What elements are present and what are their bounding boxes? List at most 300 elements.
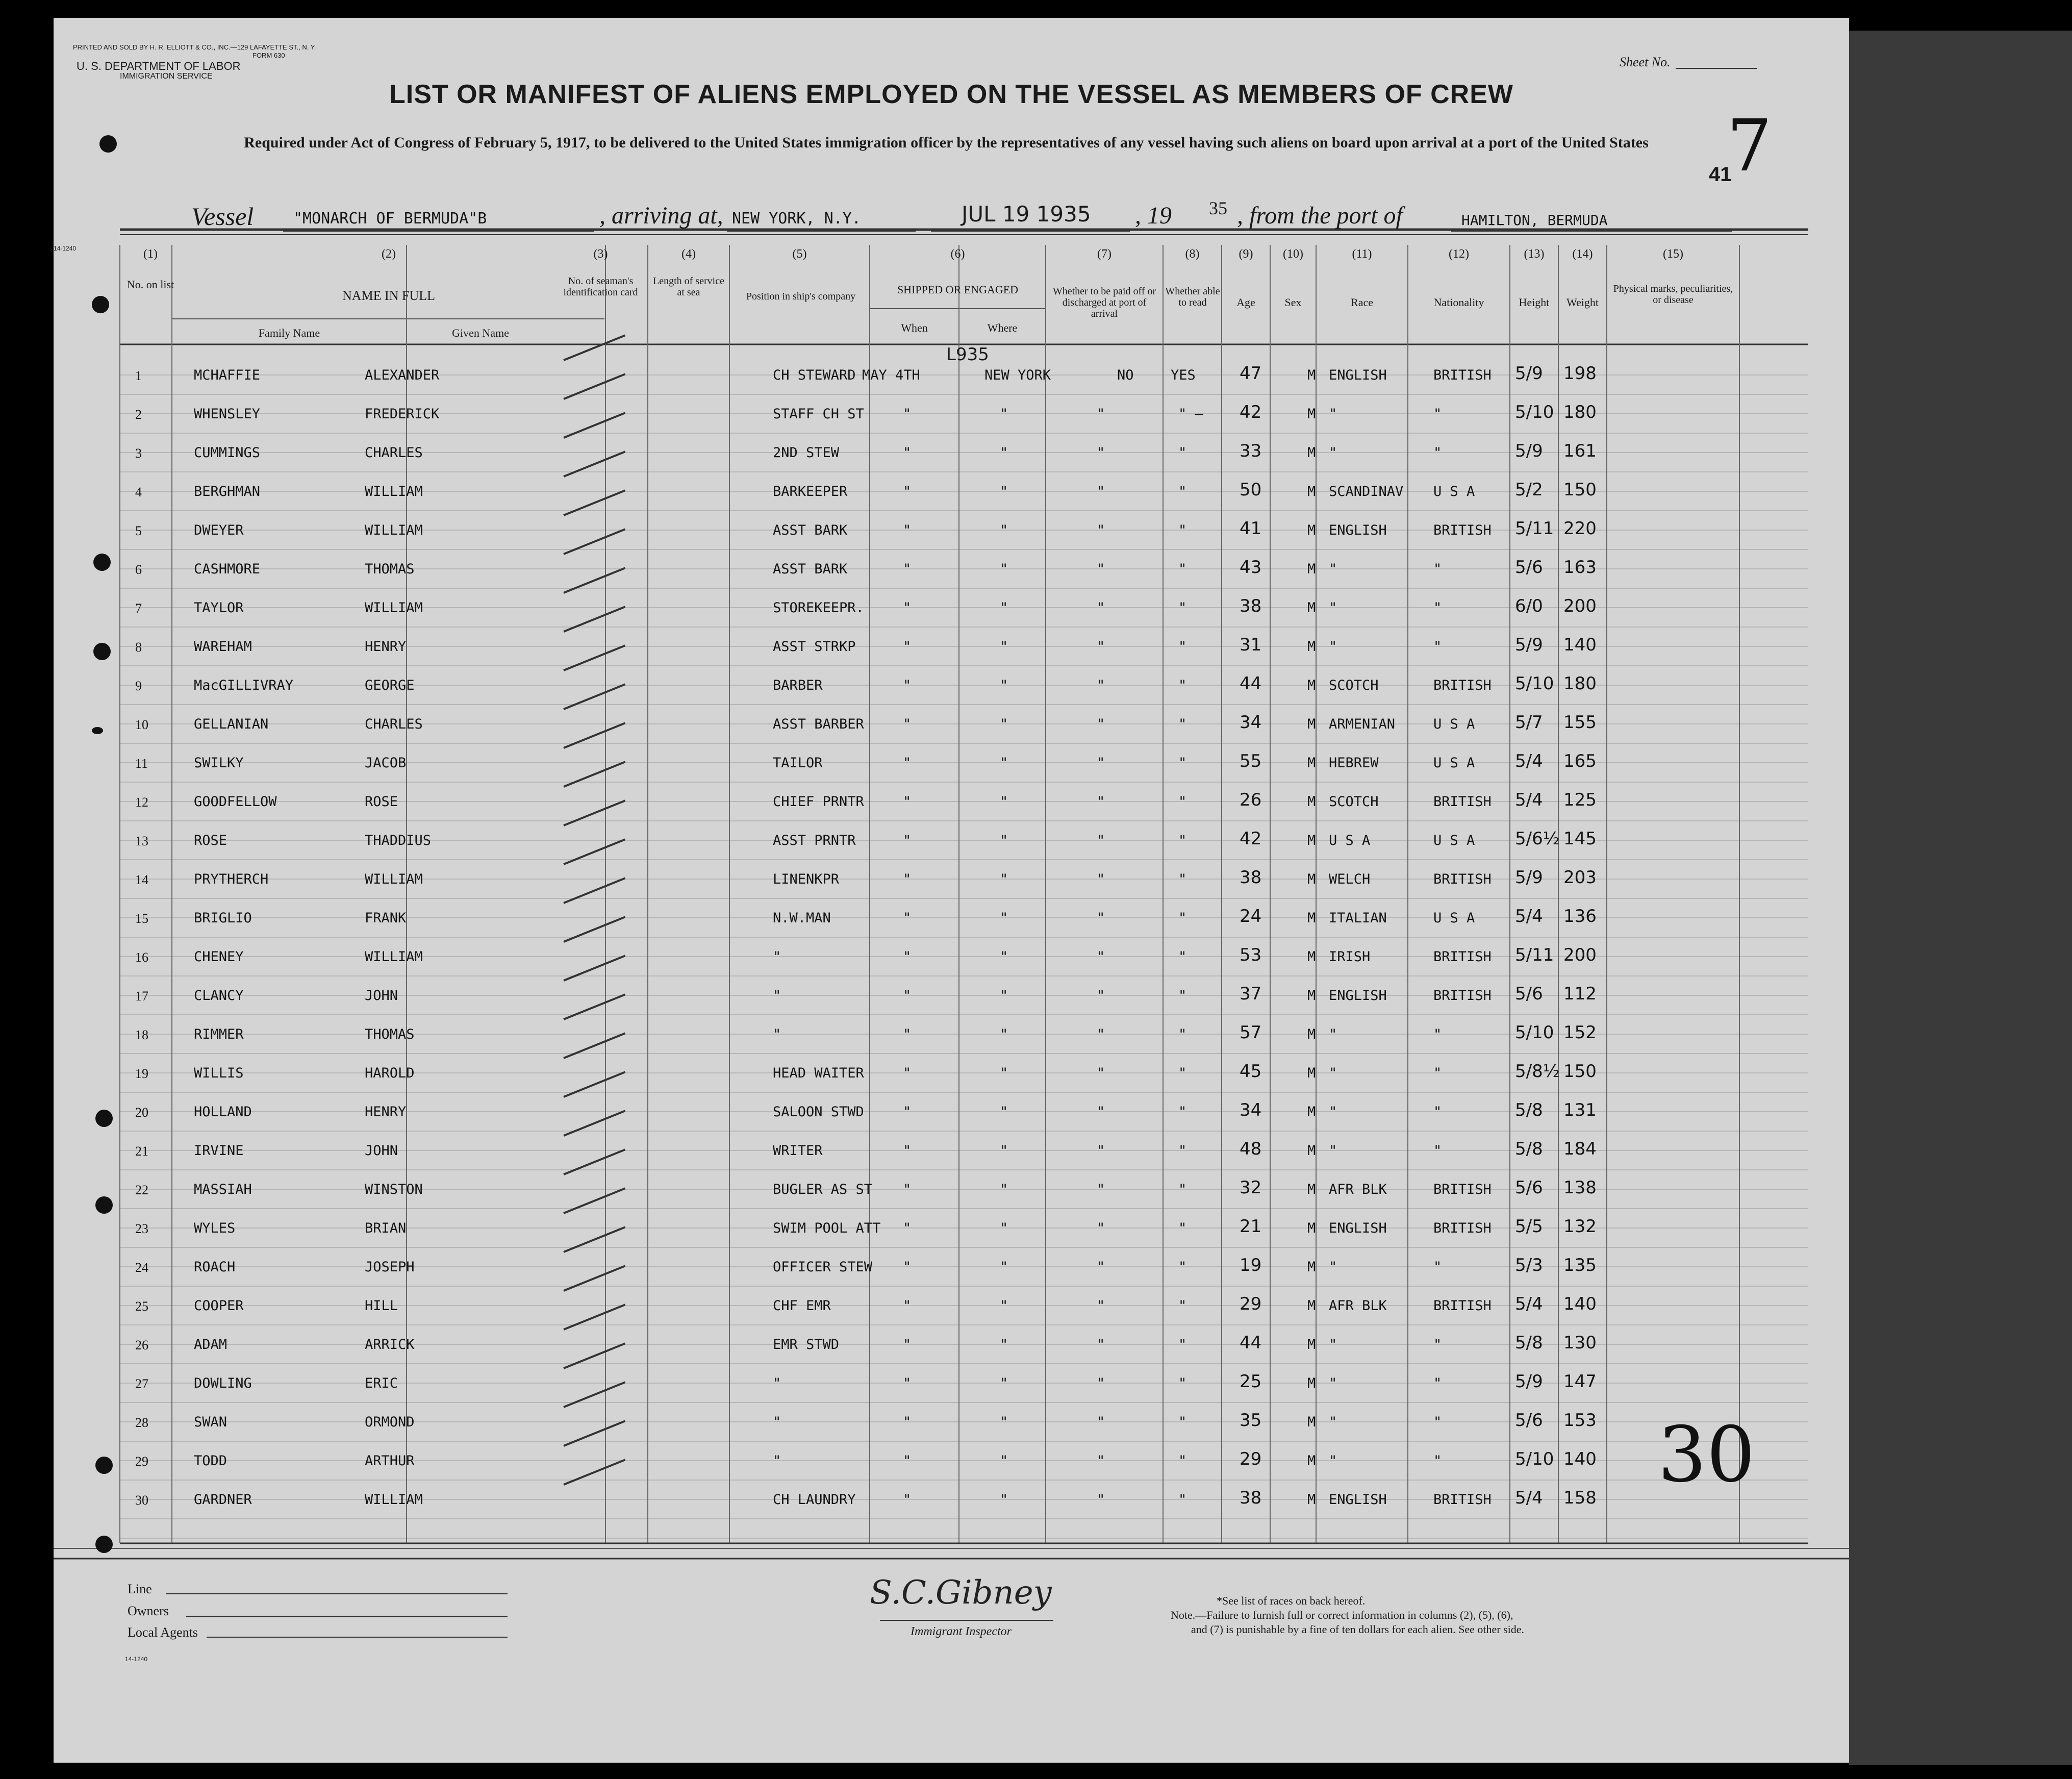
row-family-name: TODD: [194, 1453, 228, 1469]
row-family-name: WAREHAM: [194, 639, 252, 655]
binder-hole: [95, 1196, 113, 1214]
row-position: N.W.MAN: [773, 910, 831, 926]
col-num-12: (12): [1449, 247, 1469, 261]
row-race: ARMENIAN: [1329, 716, 1396, 732]
row-position: CHF EMR: [773, 1298, 831, 1314]
binder-hole: [95, 1536, 113, 1553]
row-age: 35: [1240, 1410, 1262, 1431]
row-able-to-read: ": [1178, 794, 1187, 810]
form-code-top: 14-1240: [54, 245, 77, 252]
row-paid-off: ": [1097, 561, 1105, 577]
row-given-name: BRIAN: [365, 1220, 407, 1236]
row-sex: M: [1307, 445, 1316, 461]
row-height: 5/5: [1515, 1216, 1543, 1237]
row-shipped-when: ": [903, 1026, 912, 1042]
row-shipped-when: ": [903, 678, 912, 693]
row-age: 38: [1240, 867, 1262, 888]
row-able-to-read: YES: [1171, 367, 1196, 383]
row-shipped-when: ": [903, 406, 912, 422]
row-race: SCOTCH: [1329, 678, 1379, 693]
row-nationality: BRITISH: [1433, 367, 1492, 383]
row-nationality: ": [1433, 600, 1442, 616]
row-position: ASST PRNTR: [773, 833, 856, 848]
row-race: HEBREW: [1329, 755, 1379, 771]
row-shipped-when: ": [903, 484, 912, 499]
row-number: 2: [135, 407, 142, 422]
row-height: 5/8½: [1515, 1061, 1560, 1082]
row-family-name: DOWLING: [194, 1375, 252, 1391]
row-number: 26: [135, 1338, 148, 1352]
row-family-name: MASSIAH: [194, 1182, 252, 1197]
row-shipped-where: ": [1000, 1026, 1008, 1042]
row-age: 24: [1240, 906, 1262, 926]
row-height: 5/10: [1515, 1022, 1554, 1043]
row-age: 45: [1240, 1061, 1262, 1082]
row-height: 5/4: [1515, 790, 1543, 810]
row-nationality: BRITISH: [1433, 1492, 1492, 1508]
row-number: 17: [135, 989, 148, 1004]
row-given-name: ARRICK: [365, 1337, 415, 1352]
row-nationality: BRITISH: [1433, 1220, 1492, 1236]
row-given-name: HENRY: [365, 1104, 407, 1120]
row-position: ": [773, 1414, 781, 1430]
row-given-name: ALEXANDER: [365, 367, 440, 383]
row-position: EMR STWD: [773, 1337, 840, 1352]
row-given-name: WILLIAM: [365, 871, 423, 887]
row-family-name: GARDNER: [194, 1492, 252, 1508]
row-shipped-where: ": [1000, 988, 1008, 1004]
row-weight: 130: [1563, 1333, 1597, 1353]
row-nationality: BRITISH: [1433, 949, 1492, 965]
row-age: 55: [1240, 751, 1262, 771]
row-given-name: FREDERICK: [365, 406, 440, 422]
row-shipped-when: ": [903, 1298, 912, 1314]
row-nationality: BRITISH: [1433, 988, 1492, 1004]
row-given-name: WILLIAM: [365, 522, 423, 538]
row-family-name: COOPER: [194, 1298, 244, 1314]
year-suffix: 35: [1209, 198, 1227, 218]
row-paid-off: ": [1097, 522, 1105, 538]
col-num-4: (4): [681, 247, 696, 261]
row-number: 8: [135, 640, 142, 655]
row-shipped-when: ": [903, 755, 912, 771]
row-given-name: JOHN: [365, 1143, 398, 1159]
row-sex: M: [1307, 1337, 1316, 1352]
row-shipped-when: ": [903, 1414, 912, 1430]
footer-agents-label: Local Agents: [128, 1625, 198, 1640]
row-shipped-where: ": [1000, 1182, 1008, 1197]
row-shipped-where: ": [1000, 600, 1008, 616]
row-race: AFR BLK: [1329, 1182, 1387, 1197]
row-paid-off: ": [1097, 639, 1105, 655]
row-race: SCANDINAV: [1329, 484, 1404, 499]
row-shipped-where: ": [1000, 871, 1008, 887]
row-height: 5/9: [1515, 867, 1543, 888]
row-weight: 152: [1563, 1022, 1597, 1043]
row-weight: 132: [1563, 1216, 1597, 1237]
row-given-name: THADDIUS: [365, 833, 432, 848]
row-shipped-when: ": [903, 1065, 912, 1081]
row-race: ENGLISH: [1329, 1492, 1387, 1508]
row-race: ": [1329, 1104, 1337, 1120]
col-header-length: Length of service at sea: [653, 275, 724, 298]
row-nationality: BRITISH: [1433, 522, 1492, 538]
row-shipped-where: ": [1000, 1259, 1008, 1275]
row-nationality: ": [1433, 1375, 1442, 1391]
row-able-to-read: ": [1178, 639, 1187, 655]
row-height: 5/9: [1515, 441, 1543, 461]
row-nationality: ": [1433, 1143, 1442, 1159]
form-subtitle: Required under Act of Congress of February 5, 1917, to be delivered to the United States immigration officer by the representatives of any vessel having such aliens on board upon arrival at a port of the United States: [244, 134, 1649, 151]
row-able-to-read: ": [1178, 1337, 1187, 1352]
row-age: 29: [1240, 1294, 1262, 1314]
row-sex: M: [1307, 1492, 1316, 1508]
row-family-name: RIMMER: [194, 1026, 244, 1042]
row-paid-off: ": [1097, 794, 1105, 810]
row-given-name: WINSTON: [365, 1182, 423, 1197]
row-position: ASST BARK: [773, 561, 848, 577]
inspector-signature: S.C.Gibney: [870, 1574, 1052, 1612]
row-paid-off: ": [1097, 1104, 1105, 1120]
row-age: 34: [1240, 1100, 1262, 1120]
row-height: 5/4: [1515, 1488, 1543, 1508]
row-position: CHIEF PRNTR: [773, 794, 864, 810]
row-able-to-read: ": [1178, 910, 1187, 926]
col-header-age: Age: [1236, 296, 1255, 309]
row-shipped-where: ": [1000, 639, 1008, 655]
row-able-to-read: ": [1178, 1182, 1187, 1197]
row-number: 15: [135, 911, 148, 926]
row-weight: 125: [1563, 790, 1597, 810]
row-able-to-read: " –: [1178, 406, 1203, 422]
row-height: 5/4: [1515, 1294, 1543, 1314]
row-age: 38: [1240, 1488, 1262, 1508]
row-weight: 198: [1563, 363, 1597, 384]
row-nationality: ": [1433, 1104, 1442, 1120]
row-shipped-where: ": [1000, 1220, 1008, 1236]
row-given-name: ROSE: [365, 794, 398, 810]
row-race: ": [1329, 1414, 1337, 1430]
row-height: 5/4: [1515, 751, 1543, 771]
row-position: ": [773, 1375, 781, 1391]
row-given-name: HAROLD: [365, 1065, 415, 1081]
row-shipped-where: ": [1000, 794, 1008, 810]
row-number: 6: [135, 562, 142, 577]
row-given-name: WILLIAM: [365, 949, 423, 965]
col-header-sex: Sex: [1284, 296, 1302, 309]
col-num-6: (6): [950, 247, 965, 261]
row-number: 5: [135, 523, 142, 538]
row-family-name: PRYTHERCH: [194, 871, 269, 887]
row-shipped-where: ": [1000, 484, 1008, 499]
row-family-name: GELLANIAN: [194, 716, 269, 732]
row-number: 14: [135, 872, 148, 887]
manifest-page: [54, 18, 1849, 1763]
row-nationality: ": [1433, 406, 1442, 422]
row-able-to-read: ": [1178, 678, 1187, 693]
department-label: U. S. DEPARTMENT OF LABOR: [77, 60, 241, 72]
row-position: ASST BARK: [773, 522, 848, 538]
form-title: LIST OR MANIFEST OF ALIENS EMPLOYED ON THE VESSEL AS MEMBERS OF CREW: [389, 80, 1513, 109]
row-family-name: ROSE: [194, 833, 228, 848]
col-num-2: (2): [382, 247, 396, 261]
row-height: 5/8: [1515, 1100, 1543, 1120]
row-family-name: GOODFELLOW: [194, 794, 277, 810]
binder-hole: [92, 727, 103, 734]
row-height: 5/6: [1515, 1177, 1543, 1198]
row-age: 37: [1240, 984, 1262, 1004]
row-shipped-where: ": [1000, 445, 1008, 461]
row-sex: M: [1307, 1375, 1316, 1391]
row-age: 33: [1240, 441, 1262, 461]
row-height: 5/9: [1515, 1371, 1543, 1392]
row-weight: 140: [1563, 1294, 1597, 1314]
row-position: ASST STRKP: [773, 639, 856, 655]
row-family-name: CLANCY: [194, 988, 244, 1004]
row-weight: 165: [1563, 751, 1597, 771]
row-shipped-where: ": [1000, 1375, 1008, 1391]
row-shipped-where: ": [1000, 406, 1008, 422]
row-paid-off: ": [1097, 755, 1105, 771]
row-age: 29: [1240, 1449, 1262, 1469]
binder-hole: [93, 554, 111, 571]
row-shipped-when: ": [903, 561, 912, 577]
binder-hole: [95, 1110, 113, 1127]
row-sex: M: [1307, 833, 1316, 848]
row-sex: M: [1307, 639, 1316, 655]
departure-port: HAMILTON, BERMUDA: [1461, 212, 1608, 229]
row-age: 41: [1240, 518, 1262, 539]
row-height: 5/11: [1515, 945, 1554, 965]
row-position: CH STEWARD: [773, 367, 856, 383]
row-race: ": [1329, 1337, 1337, 1352]
row-weight: 161: [1563, 441, 1597, 461]
row-given-name: CHARLES: [365, 445, 423, 461]
row-sex: M: [1307, 678, 1316, 693]
row-nationality: ": [1433, 1026, 1442, 1042]
row-age: 44: [1240, 1333, 1262, 1353]
row-number: 19: [135, 1066, 148, 1081]
row-shipped-where: ": [1000, 910, 1008, 926]
row-given-name: HILL: [365, 1298, 398, 1314]
row-height: 6/0: [1515, 596, 1543, 616]
row-race: ": [1329, 600, 1337, 616]
row-able-to-read: ": [1178, 561, 1187, 577]
row-able-to-read: ": [1178, 1104, 1187, 1120]
row-family-name: MacGILLIVRAY: [194, 678, 294, 693]
row-weight: 163: [1563, 557, 1597, 578]
row-sex: M: [1307, 522, 1316, 538]
row-family-name: WILLIS: [194, 1065, 244, 1081]
form-number: FORM 630: [252, 52, 285, 59]
row-nationality: BRITISH: [1433, 1182, 1492, 1197]
binder-hole: [93, 643, 111, 660]
col-num-5: (5): [792, 247, 807, 261]
row-shipped-when: ": [903, 1375, 912, 1391]
row-race: ": [1329, 561, 1337, 577]
printer-line: PRINTED AND SOLD BY H. R. ELLIOTT & CO., INC.—129 LAFAYETTE ST., N. Y.: [73, 43, 316, 51]
row-height: 5/8: [1515, 1333, 1543, 1353]
row-weight: 153: [1563, 1410, 1597, 1431]
row-shipped-where: ": [1000, 1298, 1008, 1314]
footer-agents-field: [207, 1637, 508, 1638]
row-nationality: U S A: [1433, 755, 1475, 771]
row-paid-off: ": [1097, 1337, 1105, 1352]
row-paid-off: ": [1097, 406, 1105, 422]
row-able-to-read: ": [1178, 1298, 1187, 1314]
row-nationality: U S A: [1433, 910, 1475, 926]
row-weight: 135: [1563, 1255, 1597, 1275]
row-shipped-where: ": [1000, 1143, 1008, 1159]
row-height: 5/6: [1515, 1410, 1543, 1431]
row-height: 5/7: [1515, 712, 1543, 733]
row-paid-off: ": [1097, 1143, 1105, 1159]
row-paid-off: ": [1097, 1298, 1105, 1314]
row-number: 12: [135, 795, 148, 810]
row-height: 5/4: [1515, 906, 1543, 926]
row-number: 7: [135, 601, 142, 616]
row-weight: 200: [1563, 945, 1597, 965]
col-header-where: Where: [987, 321, 1018, 334]
row-number: 29: [135, 1454, 148, 1469]
row-weight: 136: [1563, 906, 1597, 926]
arriving-label: , arriving at,: [599, 202, 723, 229]
row-nationality: BRITISH: [1433, 1298, 1492, 1314]
row-able-to-read: ": [1178, 1259, 1187, 1275]
row-sex: M: [1307, 406, 1316, 422]
row-age: 38: [1240, 596, 1262, 616]
binder-hole: [95, 1457, 113, 1474]
row-height: 5/10: [1515, 1449, 1554, 1469]
row-race: U S A: [1329, 833, 1371, 848]
row-sex: M: [1307, 1298, 1316, 1314]
row-race: WELCH: [1329, 871, 1371, 887]
row-position: STOREKEEPR.: [773, 600, 864, 616]
row-sex: M: [1307, 1220, 1316, 1236]
row-family-name: WHENSLEY: [194, 406, 261, 422]
row-able-to-read: ": [1178, 949, 1187, 965]
row-nationality: BRITISH: [1433, 678, 1492, 693]
row-race: IRISH: [1329, 949, 1371, 965]
row-nationality: ": [1433, 1337, 1442, 1352]
row-sex: M: [1307, 988, 1316, 1004]
row-given-name: HENRY: [365, 639, 407, 655]
row-shipped-when: ": [903, 1143, 912, 1159]
row-family-name: SWILKY: [194, 755, 244, 771]
row-position: HEAD WAITER: [773, 1065, 864, 1081]
note-line-2: and (7) is punishable by a fine of ten dollars for each alien. See other side.: [1191, 1623, 1525, 1636]
col-header-family: Family Name: [258, 327, 320, 339]
row-able-to-read: ": [1178, 871, 1187, 887]
row-position: 2ND STEW: [773, 445, 840, 461]
row-sex: M: [1307, 1104, 1316, 1120]
row-nationality: ": [1433, 561, 1442, 577]
row-position: BARKEEPER: [773, 484, 848, 499]
row-height: 5/8: [1515, 1139, 1543, 1159]
col-num-1: (1): [143, 247, 158, 261]
row-age: 48: [1240, 1139, 1262, 1159]
row-age: 34: [1240, 712, 1262, 733]
row-family-name: HOLLAND: [194, 1104, 252, 1120]
row-family-name: BRIGLIO: [194, 910, 252, 926]
row-race: ENGLISH: [1329, 1220, 1387, 1236]
row-position: LINENKPR: [773, 871, 840, 887]
row-weight: 184: [1563, 1139, 1597, 1159]
row-weight: 140: [1563, 635, 1597, 655]
footer-owners-label: Owners: [128, 1603, 169, 1618]
handwritten-total: 30: [1658, 1411, 1755, 1499]
row-shipped-when: ": [903, 1220, 912, 1236]
row-number: 10: [135, 717, 148, 732]
row-height: 5/10: [1515, 673, 1554, 694]
handwritten-7: 7: [1727, 105, 1773, 188]
row-able-to-read: ": [1178, 1492, 1187, 1508]
row-shipped-when: ": [903, 910, 912, 926]
row-able-to-read: ": [1178, 1453, 1187, 1469]
row-given-name: CHARLES: [365, 716, 423, 732]
row-given-name: ARTHUR: [365, 1453, 415, 1469]
row-paid-off: ": [1097, 1065, 1105, 1081]
row-shipped-when: ": [903, 794, 912, 810]
row-paid-off: ": [1097, 1259, 1105, 1275]
row-sex: M: [1307, 871, 1316, 887]
row-paid-off: ": [1097, 1182, 1105, 1197]
row-race: ": [1329, 1065, 1337, 1081]
row-shipped-where: ": [1000, 1492, 1008, 1508]
row-paid-off: ": [1097, 484, 1105, 499]
col-num-15: (15): [1663, 247, 1683, 261]
row-age: 53: [1240, 945, 1262, 965]
row-sex: M: [1307, 1259, 1316, 1275]
row-sex: M: [1307, 484, 1316, 499]
row-shipped-when: ": [903, 1182, 912, 1197]
row-age: 21: [1240, 1216, 1262, 1237]
row-family-name: DWEYER: [194, 522, 244, 538]
col-header-name: NAME IN FULL: [342, 288, 435, 303]
row-nationality: ": [1433, 1414, 1442, 1430]
row-race: ": [1329, 445, 1337, 461]
row-shipped-where: ": [1000, 716, 1008, 732]
row-position: SALOON STWD: [773, 1104, 864, 1120]
row-age: 44: [1240, 673, 1262, 694]
row-nationality: ": [1433, 445, 1442, 461]
row-position: OFFICER STEW: [773, 1259, 873, 1275]
note-races: *See list of races on back hereof.: [1217, 1594, 1366, 1607]
row-shipped-when: ": [903, 600, 912, 616]
row-family-name: MCHAFFIE: [194, 367, 261, 383]
row-shipped-when: ": [903, 1492, 912, 1508]
row-weight: 180: [1563, 673, 1597, 694]
row-height: 5/6: [1515, 557, 1543, 578]
col-header-no: No. on list: [127, 278, 174, 291]
row-sex: M: [1307, 910, 1316, 926]
row-race: ENGLISH: [1329, 367, 1387, 383]
row-shipped-where: ": [1000, 833, 1008, 848]
row-family-name: BERGHMAN: [194, 484, 261, 499]
col-num-9: (9): [1239, 247, 1253, 261]
row-race: SCOTCH: [1329, 794, 1379, 810]
row-given-name: FRANK: [365, 910, 407, 926]
row-shipped-when: MAY 4TH: [862, 367, 920, 383]
row-position: BUGLER AS ST: [773, 1182, 873, 1197]
row-race: ENGLISH: [1329, 988, 1387, 1004]
col-num-10: (10): [1283, 247, 1303, 261]
row-number: 11: [135, 756, 148, 771]
row-number: 4: [135, 485, 142, 499]
inspector-line: [880, 1620, 1053, 1621]
row-given-name: WILLIAM: [365, 1492, 423, 1508]
col-header-paid-off: Whether to be paid off or discharged at port of arrival: [1052, 286, 1156, 319]
